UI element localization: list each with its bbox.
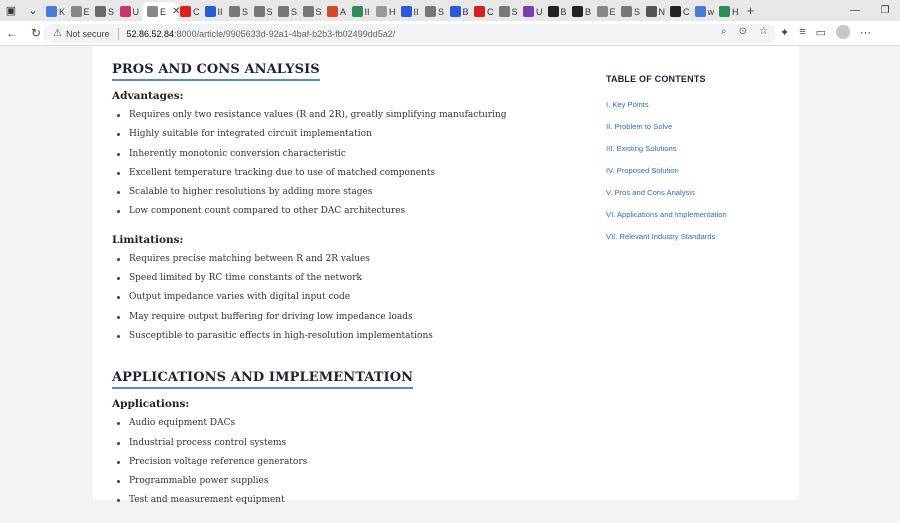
favicon-icon bbox=[71, 6, 82, 17]
tab[interactable] bbox=[399, 2, 424, 21]
avatar[interactable] bbox=[836, 25, 850, 39]
extensions-icon[interactable]: ✦ bbox=[780, 26, 790, 39]
tab[interactable] bbox=[350, 2, 375, 21]
table-of-contents bbox=[606, 74, 796, 248]
tab[interactable] bbox=[717, 2, 742, 21]
omnibox-actions bbox=[721, 26, 768, 37]
list-item: Speed limited by RC time constants of the network bbox=[112, 269, 572, 288]
tab[interactable] bbox=[118, 2, 143, 21]
favicon-icon bbox=[474, 6, 485, 17]
divider bbox=[118, 28, 119, 40]
section-title-applications: APPLICATIONS AND IMPLEMENTATION bbox=[112, 370, 413, 389]
tab[interactable] bbox=[325, 2, 350, 21]
favicon-icon bbox=[229, 6, 240, 17]
tab[interactable] bbox=[693, 2, 718, 21]
list-item: Excellent temperature tracking due to use of matched components bbox=[112, 164, 572, 183]
close-tab-icon[interactable]: ✕ bbox=[172, 6, 181, 17]
toc-link-problem[interactable]: II. Problem to Solve bbox=[606, 122, 673, 131]
tab-label: N bbox=[658, 6, 665, 17]
tab-label: B bbox=[462, 6, 469, 17]
tab[interactable] bbox=[178, 2, 203, 21]
favicon-icon bbox=[254, 6, 265, 17]
url-host: 52.86.52.84 bbox=[126, 28, 175, 39]
tab[interactable] bbox=[472, 2, 497, 21]
tab-search-icon[interactable]: ⌄ bbox=[28, 5, 38, 17]
tab-label: II bbox=[413, 6, 419, 17]
tab[interactable] bbox=[276, 2, 301, 21]
list-item: Highly suitable for integrated circuit implementation bbox=[112, 125, 572, 144]
toc-link-existing[interactable]: III. Existing Solutions bbox=[606, 144, 677, 153]
favicon-icon bbox=[670, 6, 681, 17]
limitations-heading: Limitations: bbox=[112, 233, 184, 246]
warning-icon[interactable]: ⚠ bbox=[53, 28, 62, 39]
list-item: May require output buffering for driving low impedance loads bbox=[112, 308, 572, 327]
favicon-icon bbox=[352, 6, 363, 17]
collections-icon[interactable]: ▭ bbox=[815, 26, 827, 39]
favicon-icon bbox=[499, 6, 510, 17]
tab[interactable] bbox=[227, 2, 252, 21]
restore-button[interactable]: ❐ bbox=[880, 5, 890, 16]
page-content bbox=[93, 46, 799, 506]
tab-label: S bbox=[438, 6, 445, 17]
tab-label: C bbox=[683, 6, 690, 17]
tab-label: S bbox=[108, 6, 115, 17]
favicon-icon bbox=[180, 6, 191, 17]
favicon-icon bbox=[548, 6, 559, 17]
tab-label: S bbox=[242, 6, 249, 17]
section-title-pros-cons: PROS AND CONS ANALYSIS bbox=[112, 62, 320, 81]
toc-link-proposed[interactable]: IV. Proposed Solution bbox=[606, 166, 679, 175]
list-item: Precision voltage reference generators bbox=[112, 453, 572, 472]
tab-label: H bbox=[732, 6, 739, 17]
toc-title: TABLE OF CONTENTS bbox=[606, 74, 706, 84]
tab[interactable] bbox=[301, 2, 326, 21]
tab-label: E bbox=[160, 6, 167, 17]
list-item: Audio equipment DACs bbox=[112, 414, 572, 433]
list-item: Output impedance varies with digital input code bbox=[112, 288, 572, 307]
tab-label: A bbox=[340, 6, 347, 17]
tab[interactable] bbox=[546, 2, 571, 21]
applications-list bbox=[112, 414, 572, 510]
list-item: Test and measurement equipment bbox=[112, 491, 572, 510]
window-controls bbox=[840, 0, 900, 21]
zoom-icon[interactable]: ⌕ bbox=[721, 26, 727, 37]
favicon-icon bbox=[376, 6, 387, 17]
tab-label: B bbox=[585, 6, 592, 17]
reader-icon[interactable]: ⊙ bbox=[738, 26, 748, 37]
favicon-icon bbox=[523, 6, 534, 17]
tab-label: S bbox=[315, 6, 322, 17]
tab[interactable] bbox=[668, 2, 693, 21]
tab[interactable] bbox=[619, 2, 644, 21]
applications-heading: Applications: bbox=[112, 398, 190, 411]
tab[interactable] bbox=[203, 2, 228, 21]
tab[interactable] bbox=[252, 2, 277, 21]
favicon-icon bbox=[205, 6, 216, 17]
favicon-icon bbox=[147, 6, 158, 17]
favicon-icon bbox=[425, 6, 436, 17]
toc-link-standards[interactable]: VII. Relevant Industry Standards bbox=[606, 232, 716, 241]
favicon-icon bbox=[95, 6, 106, 17]
minimize-button[interactable]: — bbox=[850, 5, 860, 16]
browser-toolbar bbox=[0, 21, 900, 46]
window-menu-icon[interactable]: ▣ bbox=[5, 5, 17, 17]
favicon-icon bbox=[303, 6, 314, 17]
new-tab-button[interactable]: + bbox=[746, 3, 755, 18]
reload-icon[interactable]: ↻ bbox=[30, 26, 42, 40]
tab-label: S bbox=[634, 6, 641, 17]
list-item: Susceptible to parasitic effects in high-resolution implementations bbox=[112, 327, 572, 346]
favicon-icon bbox=[120, 6, 131, 17]
favicon-icon bbox=[572, 6, 583, 17]
favicon-icon bbox=[450, 6, 461, 17]
tab-label: II bbox=[217, 6, 223, 17]
tab[interactable] bbox=[374, 2, 399, 21]
list-item: Requires only two resistance values (R and 2R), greatly simplifying manufacturing bbox=[112, 106, 572, 125]
favicon-icon bbox=[327, 6, 338, 17]
tab-label: S bbox=[266, 6, 273, 17]
tab[interactable] bbox=[497, 2, 522, 21]
not-secure-label[interactable]: Not secure bbox=[65, 28, 110, 39]
tab-label: K bbox=[59, 6, 66, 17]
tab[interactable] bbox=[69, 2, 94, 21]
limitations-list bbox=[112, 250, 572, 346]
tab-label: w bbox=[707, 6, 714, 17]
toc-link-applications[interactable]: VI. Applications and Implementation bbox=[606, 210, 727, 219]
tab[interactable] bbox=[644, 2, 669, 21]
tab-label: II bbox=[364, 6, 370, 17]
tab-label: U bbox=[536, 6, 543, 17]
tab-label: C bbox=[487, 6, 494, 17]
tab-label: S bbox=[511, 6, 518, 17]
favicon-icon bbox=[597, 6, 608, 17]
address-bar[interactable] bbox=[43, 24, 776, 43]
list-item: Programmable power supplies bbox=[112, 472, 572, 491]
tab[interactable] bbox=[521, 2, 546, 21]
advantages-list bbox=[112, 106, 572, 222]
more-menu-icon[interactable]: ⋯ bbox=[860, 26, 872, 39]
article-body bbox=[112, 58, 572, 523]
tab[interactable] bbox=[570, 2, 595, 21]
tab[interactable] bbox=[423, 2, 448, 21]
tab-label: C bbox=[193, 6, 200, 17]
list-item: Requires precise matching between R and 2R values bbox=[112, 250, 572, 269]
favicon-icon bbox=[719, 6, 730, 17]
tab-label: B bbox=[560, 6, 567, 17]
favicon-icon bbox=[695, 6, 706, 17]
tab-list bbox=[44, 0, 742, 21]
tab-label: U bbox=[132, 6, 139, 17]
favicon-icon bbox=[646, 6, 657, 17]
applications-section bbox=[112, 366, 572, 510]
favicon-icon bbox=[401, 6, 412, 17]
back-icon[interactable]: ← bbox=[6, 26, 18, 40]
tab[interactable] bbox=[93, 2, 118, 21]
tab[interactable] bbox=[44, 2, 69, 21]
toc-link-key-points[interactable]: I. Key Points bbox=[606, 100, 649, 109]
favorite-star-icon[interactable]: ☆ bbox=[759, 26, 768, 37]
tab[interactable] bbox=[595, 2, 620, 21]
url-path: :8000/article/9905633d-92a1-4baf-b2b3-fb02499dd5a2/ bbox=[174, 28, 396, 39]
favorites-icon[interactable]: ≡ bbox=[799, 26, 806, 38]
tab-strip bbox=[0, 0, 900, 21]
favicon-icon bbox=[46, 6, 57, 17]
list-item: Inherently monotonic conversion characteristic bbox=[112, 145, 572, 164]
tab[interactable] bbox=[448, 2, 473, 21]
favicon-icon bbox=[278, 6, 289, 17]
tab-active[interactable] bbox=[142, 2, 181, 21]
toolbar-actions bbox=[780, 25, 871, 39]
tab-label: E bbox=[83, 6, 90, 17]
list-item: Scalable to higher resolutions by adding more stages bbox=[112, 183, 572, 202]
list-item: Low component count compared to other DAC architectures bbox=[112, 202, 572, 221]
list-item: Industrial process control systems bbox=[112, 434, 572, 453]
tab-label: S bbox=[291, 6, 298, 17]
tab-label: H bbox=[389, 6, 396, 17]
toc-link-pros-cons[interactable]: V. Pros and Cons Analysis bbox=[606, 188, 695, 197]
advantages-heading: Advantages: bbox=[112, 90, 184, 102]
tab-label: E bbox=[609, 6, 616, 17]
favicon-icon bbox=[621, 6, 632, 17]
